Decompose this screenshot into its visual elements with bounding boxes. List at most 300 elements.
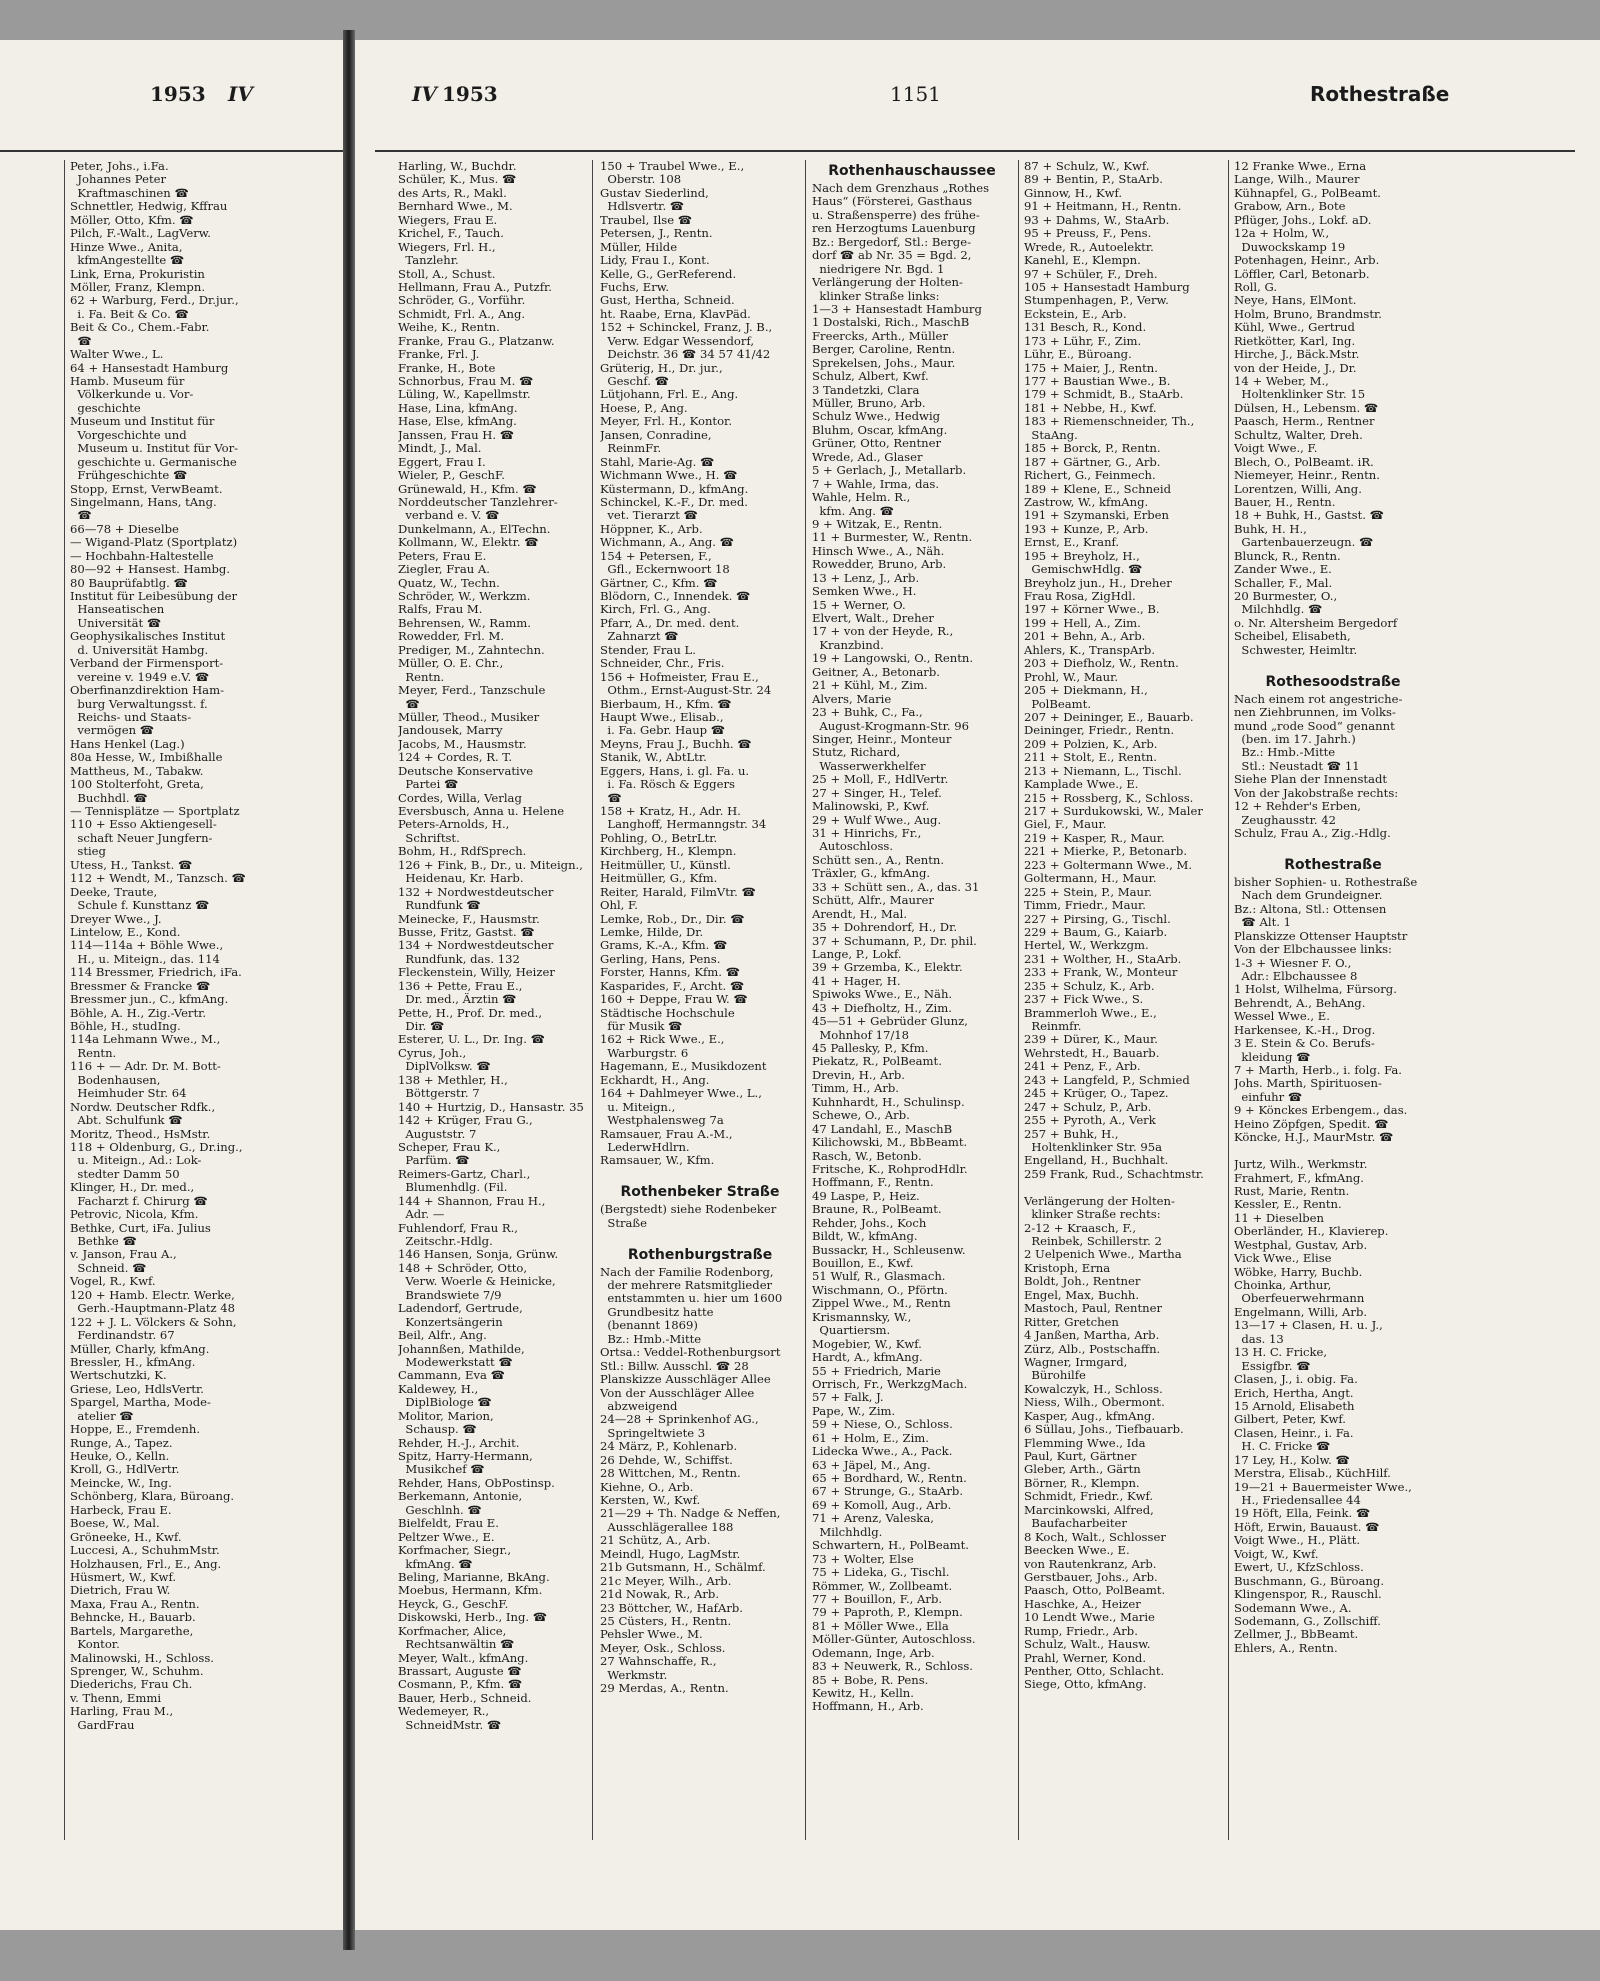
directory-line: 29 + Wulf Wwe., Aug. [812, 813, 942, 827]
directory-line: Griese, Leo, HdlsVertr. [70, 1382, 204, 1396]
directory-line: Klinger, H., Dr. med., [70, 1181, 195, 1195]
directory-line: 213 + Niemann, L., Tischl. [1024, 764, 1182, 778]
directory-line: 134 + Nordwestdeutscher [398, 939, 554, 953]
directory-line: Ernst, E., Kranf. [1024, 536, 1120, 550]
directory-line: 3 Tandetzki, Clara [812, 383, 920, 397]
directory-line: Werkmstr. [600, 1668, 668, 1682]
directory-line: 91 + Heitmann, H., Rentn. [1024, 200, 1182, 214]
directory-line: Rundfunk ☎ [398, 899, 481, 913]
directory-line: LederwHdlrn. [600, 1140, 690, 1154]
directory-line: Rehder, Hans, ObPostinsp. [398, 1476, 555, 1490]
directory-line: Blech, O., PolBeamt. iR. [1234, 455, 1374, 469]
directory-line: Zahnarzt ☎ [600, 630, 679, 644]
directory-line: Müller, Theod., Musiker [398, 710, 540, 724]
directory-line: Braune, R., PolBeamt. [812, 1203, 942, 1217]
directory-line: Reimers-Gartz, Charl., [398, 1167, 531, 1181]
directory-line: Geophysikalisches Institut [70, 630, 226, 644]
directory-line: Ramsauer, W., Kfm. [600, 1154, 715, 1168]
directory-line: Nach der Familie Rodenborg, [600, 1265, 774, 1279]
directory-line: Eckstein, E., Arb. [1024, 307, 1127, 321]
directory-line: Link, Erna, Prokuristin [70, 267, 205, 281]
street-heading: Rothenburgstraße [627, 1246, 773, 1263]
directory-line: 223 + Goltermann Wwe., M. [1024, 858, 1193, 872]
directory-line: Freercks, Arth., Müller [812, 329, 948, 343]
directory-line: Ortsa.: Veddel-Rothenburgsort [600, 1346, 781, 1360]
directory-line: ht. Raabe, Erna, KlavPäd. [600, 307, 751, 321]
directory-line: Gustav Siederlind, [600, 186, 709, 200]
directory-line: 112 + Wendt, M., Tanzsch. ☎ [70, 872, 246, 886]
directory-line: abzweigend [600, 1399, 678, 1413]
directory-line: u. Miteign., [600, 1100, 676, 1114]
directory-line: Hagemann, E., Musikdozent [600, 1060, 767, 1074]
directory-line: Voigt Wwe., H., Plätt. [1234, 1534, 1361, 1548]
directory-line: Ferdinandstr. 67 [70, 1329, 175, 1343]
directory-line: 66—78 + Dieselbe [70, 522, 179, 536]
directory-line: 118 + Oldenburg, G., Dr.ing., [70, 1140, 243, 1154]
directory-line: 21c Meyer, Wilh., Arb. [600, 1574, 732, 1588]
directory-line: Krismannsky, W., [812, 1310, 912, 1324]
directory-line: Bressmer & Francke ☎ [70, 979, 211, 993]
directory-line: 201 + Behn, A., Arb. [1024, 630, 1146, 644]
directory-line: Lidecka Wwe., A., Pack. [812, 1445, 953, 1459]
directory-line: Diskowski, Herb., Ing. ☎ [398, 1611, 548, 1625]
directory-line: Odemann, Inge, Arb. [812, 1646, 935, 1660]
directory-line: H., Friedensallee 44 [1234, 1494, 1361, 1507]
directory-line: Hanseatischen [70, 603, 165, 617]
directory-line: 100 Stolterfoht, Greta, [70, 778, 204, 792]
directory-line: Cordes, Willa, Verlag [398, 791, 522, 805]
directory-line: GardFrau [70, 1718, 135, 1732]
directory-line [600, 1168, 800, 1181]
directory-line: 21—29 + Th. Nadge & Neffen, [600, 1507, 781, 1521]
directory-line: Engelland, H., Buchhalt. [1024, 1154, 1169, 1168]
directory-line: Kewitz, H., Kelln. [812, 1687, 914, 1700]
directory-line: Korfmacher, Alice, [398, 1624, 507, 1638]
directory-line: Dreyer Wwe., J. [70, 912, 162, 926]
directory-line: Möller, Franz, Klempn. [70, 280, 206, 294]
directory-line: Schneid. ☎ [70, 1261, 147, 1275]
directory-line: Wiegers, Frl. H., [398, 240, 496, 254]
directory-line: u. Straßensperre) des frühe- [812, 208, 980, 222]
directory-line: Beecken Wwe., E. [1024, 1544, 1130, 1558]
directory-line: StaAng. [1024, 428, 1078, 442]
directory-line: 5 + Gerlach, J., Metallarb. [812, 464, 967, 478]
directory-line: Meinecke, F., Hausmstr. [398, 912, 540, 926]
directory-line: 9 + Witzak, E., Rentn. [812, 517, 943, 531]
directory-line: Kiehne, O., Arb. [600, 1480, 694, 1494]
directory-line: Oberfinanzdirektion Ham- [70, 684, 225, 698]
directory-line: entstammten u. hier um 1600 [600, 1292, 783, 1306]
directory-line: 239 + Dürer, K., Maur. [1024, 1033, 1158, 1047]
directory-line: Wahle, Helm. R., [812, 491, 911, 505]
directory-line: Geitner, A., Betonarb. [812, 665, 940, 679]
directory-line: kfm. Ang. ☎ [812, 504, 895, 518]
directory-line: 11 + Dieselben [1234, 1211, 1324, 1225]
directory-line: Wessel Wwe., E. [1234, 1010, 1330, 1024]
directory-line: 132 + Nordwestdeutscher [398, 885, 554, 899]
directory-line: Reichs- und Staats- [70, 710, 192, 724]
directory-line: Stoll, A., Schust. [398, 267, 496, 281]
directory-line: Schütt, Alfr., Maurer [812, 894, 934, 908]
directory-line: Beit & Co., Chem.-Fabr. [70, 321, 210, 335]
directory-line: 29 Merdas, A., Rentn. [600, 1682, 729, 1696]
directory-column [812, 160, 1012, 1714]
directory-line: SchneidMstr. ☎ [398, 1718, 502, 1732]
directory-line: 243 + Langfeld, P., Schmied [1024, 1073, 1190, 1087]
right-header-volume: IV [412, 82, 437, 106]
directory-line: Harling, W., Buchdr. [398, 160, 517, 173]
directory-line: Lemke, Hilde, Dr. [600, 925, 704, 939]
directory-line: 33 + Schütt sen., A., das. 31 [812, 880, 980, 894]
directory-line: Müller, Hilde [600, 240, 678, 254]
directory-line: stedter Damm 50 [70, 1167, 180, 1181]
directory-line: Hertel, W., Werkzgm. [1024, 939, 1149, 953]
directory-line: Giel, F., Maur. [1024, 818, 1107, 832]
directory-line: Paasch, Otto, PolBeamt. [1024, 1584, 1166, 1598]
directory-line: Geschf. ☎ [600, 375, 670, 388]
directory-line: Eggers, Hans, i. gl. Fa. u. [600, 764, 750, 778]
directory-line: Diederichs, Frau Ch. [70, 1678, 193, 1692]
directory-line: ☎ [398, 697, 420, 711]
directory-line: Stumpenhagen, P., Verw. [1024, 294, 1169, 308]
directory-line: 23 + Buhk, C., Fa., [812, 706, 923, 720]
directory-line: Adr.: Elbchaussee 8 [1234, 969, 1358, 983]
directory-line: Pape, W., Zim. [812, 1404, 896, 1418]
directory-line: Ralfs, Frau M. [398, 603, 483, 617]
directory-line: Johannes Peter [70, 173, 167, 187]
directory-line: Singer, Heinr., Monteur [812, 732, 952, 746]
directory-line: Kessler, E., Rentn. [1234, 1198, 1342, 1212]
directory-line: Tanzlehr. [398, 254, 459, 268]
directory-line: Mastoch, Paul, Rentner [1024, 1302, 1163, 1316]
directory-line: Heitmüller, U., Künstl. [600, 858, 731, 872]
directory-line: Spargel, Martha, Mode- [70, 1396, 211, 1410]
directory-line: 55 + Friedrich, Marie [812, 1364, 941, 1378]
directory-line: Stl.: Neustadt ☎ 11 [1234, 759, 1360, 773]
directory-line: Kuhnhardt, H., Schulinsp. [812, 1095, 965, 1109]
directory-line: 197 + Körner Wwe., B. [1024, 603, 1160, 617]
directory-line: Merstra, Elisab., KüchHilf. [1234, 1467, 1391, 1481]
directory-line: Oberstr. 108 [600, 173, 682, 187]
directory-line: 26 Dehde, W., Schiffst. [600, 1453, 733, 1467]
directory-line: Boldt, Joh., Rentner [1024, 1275, 1141, 1289]
directory-line: burg Verwaltungsst. f. [70, 697, 208, 711]
directory-line: Eckhardt, H., Ang. [600, 1073, 710, 1087]
directory-line: Ladendorf, Gertrude, [398, 1302, 523, 1316]
directory-line: u. Miteign., Ad.: Lok- [70, 1154, 202, 1168]
directory-line: Luccesi, A., SchuhmMstr. [70, 1544, 220, 1558]
directory-line: Molitor, Marion, [398, 1409, 494, 1423]
directory-line: Schwartern, H., PolBeamt. [812, 1539, 969, 1553]
directory-line: Schulz, Frau A., Zig.-Hdlg. [1234, 827, 1391, 840]
directory-line: Springeltwiete 3 [600, 1426, 706, 1440]
directory-line: Walter Wwe., L. [70, 348, 164, 362]
directory-line: — Tennisplätze — Sportplatz [70, 805, 240, 818]
directory-line: Von der Jakobstraße rechts: [1234, 786, 1399, 800]
directory-line: Rasch, W., Betonb. [812, 1149, 922, 1163]
directory-line: Langhoff, Hermanngstr. 34 [600, 818, 767, 832]
directory-line: Schröder, W., Werkzm. [398, 590, 531, 603]
directory-line: Auguststr. 7 [398, 1127, 477, 1141]
directory-line: Partei ☎ [398, 778, 459, 792]
right-header-rule [375, 150, 1575, 152]
directory-line: 21 Schütz, A., Arb. [600, 1534, 711, 1548]
directory-line: Jandousek, Marry [398, 724, 503, 738]
directory-line: — Hochbahn-Haltestelle [70, 549, 214, 563]
directory-line: nen Ziehbrunnen, im Volks- [1234, 706, 1396, 720]
directory-line: 13 + Lenz, J., Arb. [812, 571, 920, 585]
directory-line: Cammann, Eva ☎ [398, 1369, 506, 1383]
directory-line: Bouillon, E., Kwf. [812, 1257, 914, 1270]
directory-line: atelier ☎ [70, 1409, 134, 1423]
directory-line: 245 + Krüger, O., Tapez. [1024, 1087, 1169, 1101]
directory-line: Busse, Fritz, Gastst. ☎ [398, 925, 535, 939]
directory-line: niedrigere Nr. Bgd. 1 [812, 262, 945, 276]
directory-line: Neye, Hans, ElMont. [1234, 294, 1357, 308]
directory-line: Beling, Marianne, BkAng. [398, 1570, 550, 1584]
directory-line: Wrede, R., Autoelektr. [1024, 240, 1154, 254]
directory-line: Kaldewey, H., [398, 1382, 479, 1396]
directory-line: Heyck, G., GeschF. [398, 1597, 509, 1611]
directory-line: Bielfeldt, Frau E. [398, 1517, 499, 1531]
directory-line: Hans Henkel (Lag.) [70, 737, 185, 751]
directory-line: Peters, Frau E. [398, 549, 487, 563]
directory-line: mund „rode Sood“ genannt [1234, 719, 1395, 733]
directory-line: Bierbaum, H., Kfm. ☎ [600, 697, 732, 711]
directory-line: Peltzer Wwe., E. [398, 1530, 495, 1544]
directory-line: 209 + Polzien, K., Arb. [1024, 737, 1158, 751]
directory-line: Oberfeuerwehrmann [1234, 1292, 1365, 1306]
directory-line: 77 + Bouillon, F., Arb. [812, 1592, 943, 1606]
directory-line: Peters-Arnolds, H., [398, 818, 510, 832]
directory-line: 116 + — Adr. Dr. M. Bott- [70, 1060, 221, 1074]
directory-line: 187 + Gärtner, G., Arb. [1024, 455, 1161, 469]
directory-line: 146 Hansen, Sonja, Grünw. [398, 1248, 559, 1262]
left-header-volume: IV [228, 82, 253, 106]
directory-line: Wöbke, Harry, Buchb. [1234, 1265, 1363, 1279]
directory-line: Grabow, Arn., Bote [1234, 200, 1346, 214]
directory-column [1024, 160, 1224, 1692]
directory-line: Spiwoks Wwe., E., Näh. [812, 988, 953, 1002]
directory-line: Kowalczyk, H., Schloss. [1024, 1382, 1163, 1396]
directory-line: Fleckenstein, Willy, Heizer [398, 966, 555, 980]
directory-line: Reiter, Harald, FilmVtr. ☎ [600, 885, 756, 899]
directory-line: Kollmann, W., Elektr. ☎ [398, 536, 539, 550]
directory-line: Wertschutzki, K. [70, 1369, 167, 1383]
directory-line: Rechtsanwältin ☎ [398, 1638, 515, 1652]
directory-line: Engel, Max, Buchh. [1024, 1288, 1140, 1302]
directory-line: Choinka, Arthur, [1234, 1279, 1332, 1292]
directory-line: Penther, Otto, Schlacht. [1024, 1665, 1165, 1678]
directory-line: 11 + Burmester, W., Rentn. [812, 531, 973, 545]
directory-line: Fuhlendorf, Frau R., [398, 1221, 518, 1235]
directory-line: 62 + Warburg, Ferd., Dr.jur., [70, 294, 239, 308]
directory-line: Goltermann, H., Maur. [1024, 872, 1157, 886]
directory-line: stieg [70, 845, 106, 859]
directory-line: Bressler, H., kfmAng. [70, 1355, 196, 1369]
directory-line: Ahlers, K., TranspArb. [1024, 643, 1156, 657]
directory-line: Hase, Lina, kfmAng. [398, 401, 518, 415]
directory-line: Holtenklinker Str. 95a [1024, 1140, 1163, 1154]
directory-line: Straße [600, 1216, 648, 1230]
directory-line: Wedemeyer, R., [398, 1705, 490, 1719]
left-header-rule [0, 150, 343, 152]
directory-line: 219 + Kasper, R., Maur. [1024, 831, 1165, 845]
directory-line: Sodemann, G., Zollschiff. [1234, 1614, 1381, 1628]
directory-line: Müller, Bruno, Arb. [812, 397, 926, 410]
directory-line: Meindl, Hugo, LagMstr. [600, 1547, 741, 1561]
directory-line: 1 Holst, Wilhelma, Fürsorg. [1234, 983, 1397, 997]
directory-line: Schwester, Heimltr. [1234, 643, 1358, 657]
directory-line: 199 + Hell, A., Zim. [1024, 616, 1141, 630]
directory-line: 1 Dostalski, Rich., MaschB [812, 316, 970, 330]
directory-line: 41 + Hager, H. [812, 974, 901, 988]
directory-line: Möller-Günter, Autoschloss. [812, 1633, 976, 1647]
directory-line: Siehe Plan der Innenstadt [1234, 773, 1388, 787]
directory-line: Lütjohann, Frl. E., Ang. [600, 388, 739, 402]
directory-line: Schüler, K., Mus. ☎ [398, 173, 517, 187]
directory-line: 237 + Fick Wwe., S. [1024, 993, 1144, 1007]
directory-line: Mattheus, M., Tabakw. [70, 764, 204, 778]
directory-line: Kroll, G., HdlVertr. [70, 1463, 180, 1477]
directory-line: 131 Besch, R., Kond. [1024, 321, 1147, 335]
directory-line: Malinowski, P., Kwf. [812, 800, 930, 814]
directory-line: Paul, Kurt, Gärtner [1024, 1450, 1137, 1463]
directory-line: 49 Laspe, P., Heiz. [812, 1189, 920, 1203]
directory-line: Boese, W., Mal. [70, 1517, 160, 1531]
running-title: Rothestraße [1310, 82, 1450, 106]
directory-line: 37 + Schumann, P., Dr. phil. [812, 934, 977, 948]
directory-column [398, 160, 588, 1732]
directory-line: 27 Wahnschaffe, R., [600, 1655, 717, 1669]
directory-line: Höft, Erwin, Bauaust. ☎ [1234, 1520, 1380, 1534]
directory-line: Grams, K.-A., Kfm. ☎ [600, 939, 728, 953]
directory-line: 85 + Bobe, R. Pens. [812, 1673, 929, 1687]
directory-line: Janssen, Frau H. ☎ [398, 428, 515, 442]
directory-line: Höppner, K., Arb. [600, 522, 703, 536]
street-heading: Rothenhauschaussee [828, 163, 996, 179]
directory-line: 120 + Hamb. Electr. Werke, [70, 1288, 235, 1302]
directory-line: 203 + Diefholz, W., Rentn. [1024, 657, 1179, 671]
directory-line: Schausp. ☎ [398, 1423, 477, 1437]
directory-line: 177 + Baustian Wwe., B. [1024, 375, 1171, 388]
directory-line: Forster, Hanns, Kfm. ☎ [600, 966, 741, 980]
directory-line: Universität ☎ [70, 616, 162, 630]
directory-line: Frühgeschichte ☎ [70, 469, 188, 483]
directory-line: Lintelow, E., Kond. [70, 925, 181, 939]
directory-line: Wichmann Wwe., H. ☎ [600, 469, 738, 483]
directory-line: 10 Lendt Wwe., Marie [1024, 1611, 1155, 1625]
directory-line: Norddeutscher Tanzlehrer- [398, 495, 558, 509]
directory-line: 154 + Petersen, F., [600, 549, 712, 563]
directory-line: Brandswiete 7/9 [398, 1288, 502, 1302]
directory-line: 13—17 + Clasen, H. u. J., [1234, 1319, 1383, 1333]
directory-line: Cosmann, P., Kfm. ☎ [398, 1678, 523, 1692]
directory-line: Schönberg, Klara, Büroang. [70, 1490, 235, 1504]
directory-line: Geschlnh. ☎ [398, 1503, 482, 1517]
directory-line: Hdlsvertr. ☎ [600, 200, 685, 214]
directory-line: Ginnow, H., Kwf. [1024, 186, 1123, 200]
directory-line: Reinbek, Schillerstr. 2 [1024, 1235, 1162, 1248]
directory-line: Gerstbauer, Johs., Arb. [1024, 1570, 1158, 1584]
directory-line: Brassart, Auguste ☎ [398, 1665, 522, 1678]
directory-line: Lühr, E., Büroang. [1024, 348, 1132, 362]
directory-line: klinker Straße links: [812, 289, 940, 303]
directory-line: Kontor. [70, 1638, 120, 1652]
directory-line: Zeughausstr. 42 [1234, 813, 1336, 827]
directory-line: Franke, Frl. J. [398, 348, 480, 362]
directory-line: ☎ [600, 791, 622, 805]
directory-line: Wiegers, Frau E. [398, 213, 498, 227]
directory-line: (benannt 1869) [600, 1319, 698, 1333]
directory-line: 25 + Moll, F., HdlVertr. [812, 773, 949, 787]
directory-line: Quartiersm. [812, 1324, 891, 1338]
directory-line: kleidung ☎ [1234, 1050, 1311, 1064]
directory-line: 9 + Könckes Erbengem., das. [1234, 1104, 1408, 1118]
directory-line: 160 + Deppe, Frau W. ☎ [600, 993, 748, 1007]
directory-line: Piekatz, R., PolBeamt. [812, 1055, 942, 1069]
directory-line: Böhle, A. H., Zig.-Vertr. [70, 1006, 207, 1020]
directory-line: Gilbert, Peter, Kwf. [1234, 1413, 1346, 1427]
directory-line: 1—3 + Hansestadt Hamburg [812, 302, 982, 316]
directory-line: 95 + Preuss, F., Pens. [1024, 227, 1152, 241]
directory-line: Heino Zöpfgen, Spedit. ☎ [1234, 1117, 1389, 1131]
directory-line: Johannßen, Mathilde, [398, 1342, 525, 1356]
directory-line: Reinmfr. [1024, 1020, 1082, 1033]
directory-line: Milchhdlg. ☎ [1234, 603, 1323, 617]
directory-line: ☎ [70, 334, 92, 348]
directory-line: 21 + Kühl, M., Zim. [812, 679, 928, 693]
directory-line: Gust, Hertha, Schneid. [600, 294, 735, 308]
directory-line: 65 + Bordhard, W., Rentn. [812, 1472, 967, 1485]
directory-line: Schröder, G., Vorführ. [398, 294, 526, 308]
directory-line: Bz.: Bergedorf, Stl.: Berge- [812, 235, 972, 249]
directory-line: 63 + Jäpel, M., Ang. [812, 1458, 931, 1472]
directory-line: (Bergstedt) siehe Rodenbeker [600, 1203, 777, 1217]
directory-line: 3 E. Stein & Co. Berufs- [1234, 1037, 1375, 1051]
directory-line: Singelmann, Hans, tAng. [70, 495, 217, 509]
directory-line: Hamb. Museum für [70, 375, 185, 388]
directory-line: Verlängerung der Holten- [812, 276, 963, 290]
page-number: 1151 [890, 82, 941, 106]
directory-line: 47 Landahl, E., MaschB [812, 1122, 953, 1136]
directory-line: 14 + Weber, M., [1234, 375, 1329, 388]
directory-line: Museum und Institut für [70, 415, 215, 429]
directory-line: Kirchberg, H., Klempn. [600, 845, 737, 859]
directory-line: Pilch, F.-Walt., LagVerw. [70, 227, 211, 241]
directory-line: Kühnapfel, G., PolBeamt. [1234, 186, 1381, 200]
directory-line: vet. Tierarzt ☎ [600, 509, 699, 523]
directory-line: Ohl, F. [600, 899, 638, 913]
directory-line: Grüner, Otto, Rentner [812, 437, 941, 451]
directory-line: Milchhdlg. [812, 1525, 883, 1539]
directory-line: Hoffmann, F., Rentn. [812, 1176, 934, 1190]
directory-line: August-Krogmann-Str. 96 [812, 719, 969, 733]
directory-line: Musikchef ☎ [398, 1463, 485, 1477]
directory-line: Pette, H., Prof. Dr. med., [398, 1006, 543, 1020]
directory-line: i. Fa. Rösch & Eggers [600, 778, 735, 792]
directory-line: Weihe, K., Rentn. [398, 321, 500, 335]
directory-line: Richert, G., Feinmech. [1024, 469, 1156, 483]
directory-line: H. C. Fricke ☎ [1234, 1440, 1331, 1454]
directory-line: Maxa, Frau A., Rentn. [70, 1597, 200, 1611]
directory-line: Deeke, Traute, [70, 885, 158, 899]
directory-line: 43 + Diefholtz, H., Zim. [812, 1001, 952, 1015]
directory-line: Konzertsängerin [398, 1315, 503, 1329]
directory-line: Gärtner, C., Kfm. ☎ [600, 576, 718, 590]
directory-line: 59 + Niese, O., Schloss. [812, 1418, 953, 1432]
directory-line: 179 + Schmidt, B., StaArb. [1024, 388, 1184, 402]
